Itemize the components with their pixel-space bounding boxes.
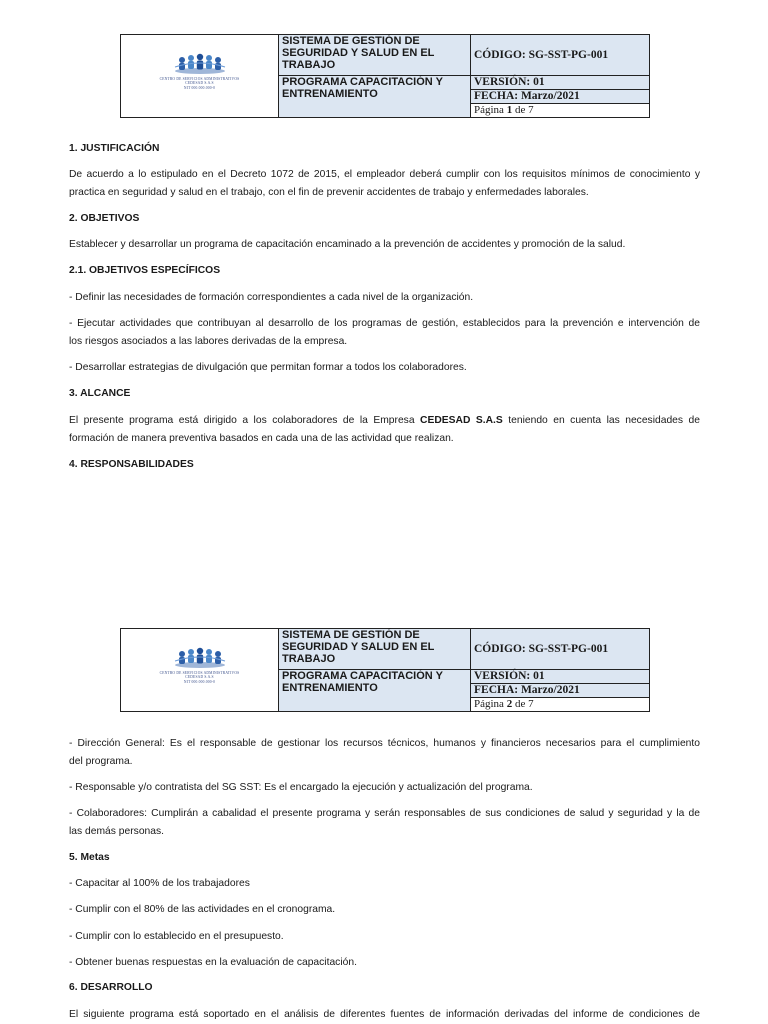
objective-item-2-line-2: los riesgos asociados a las labores derivadas de la empresa. (69, 336, 348, 347)
logo-people-icon (173, 647, 227, 671)
document-code: CÓDIGO: SG-SST-PG-001 (471, 629, 650, 670)
paragraph-alcance-line-2: formación de manera preventiva basados en cada una de las actividad que realizan. (69, 433, 454, 444)
document-header-page-1 (120, 34, 650, 118)
company-logo-cell (121, 629, 279, 712)
alcance-text-b: teniendo en cuenta las necesidades de (508, 415, 700, 426)
paragraph-justificacion-line-2: practica en seguridad y salud en el trabajo, con el fin de prevenir accidentes de trabajo y enfermedades laborales. (69, 187, 589, 198)
logo-text-line-3: NIT 000.000.000-0 (183, 679, 216, 684)
page-prefix: Página (474, 104, 504, 116)
document-version: VERSIÓN: 01 (471, 76, 650, 90)
system-title: SISTEMA DE GESTIÓN DE SEGURIDAD Y SALUD EN EL TRABAJO (279, 35, 471, 76)
objective-item-3: - Desarrollar estrategias de divulgación que permitan formar a todos los colaboradores. (69, 362, 467, 373)
goal-item-4: - Obtener buenas respuestas en la evaluación de capacitación. (69, 957, 357, 968)
objective-item-1: - Definir las necesidades de formación correspondientes a cada nivel de la organización. (69, 292, 474, 303)
page-of: de (514, 698, 526, 710)
document-date: FECHA: Marzo/2021 (471, 90, 650, 104)
page-current: 1 (506, 104, 513, 116)
section-heading-responsabilidades: 4. RESPONSABILIDADES (69, 459, 194, 470)
company-logo (121, 35, 278, 90)
document-code: CÓDIGO: SG-SST-PG-001 (471, 35, 650, 76)
system-title: SISTEMA DE GESTIÓN DE SEGURIDAD Y SALUD EN EL TRABAJO (279, 629, 471, 670)
document-version: VERSIÓN: 01 (471, 670, 650, 684)
alcance-text-a: El presente programa está dirigido a los colaboradores de la Empresa (69, 415, 415, 426)
program-title: PROGRAMA CAPACITACIÓN Y ENTRENAMIENTO (279, 76, 471, 118)
goal-item-1: - Capacitar al 100% de los trabajadores (69, 878, 250, 889)
section-heading-objetivos-especificos: 2.1. OBJETIVOS ESPECÍFICOS (69, 265, 221, 276)
company-logo (121, 629, 278, 684)
responsibility-item-1-line-1: - Dirección General: Es el responsable de gestionar los recursos técnicos, humanos y financieros necesarios para el cumplimiento (69, 738, 700, 749)
paragraph-alcance-line-1 (69, 412, 700, 430)
page-current: 2 (506, 698, 513, 710)
company-name: CEDESAD S.A.S (420, 415, 503, 426)
page-number (471, 104, 650, 118)
page-total: 7 (528, 104, 534, 116)
paragraph-objetivos: Establecer y desarrollar un programa de capacitación encaminado a la prevención de accidentes y promoción de la salud. (69, 239, 626, 250)
logo-people-icon (173, 53, 227, 77)
section-heading-justificacion: 1. JUSTIFICACIÓN (69, 143, 160, 154)
responsibility-item-3-line-1: - Colaboradores: Cumplirán a cabalidad el presente programa y serán responsables de sus condiciones de salud y seguridad y la de (69, 808, 700, 819)
logo-text-line-3: NIT 000.000.000-0 (183, 85, 216, 90)
company-logo-cell (121, 35, 279, 118)
page-prefix: Página (474, 698, 504, 710)
goal-item-2: - Cumplir con el 80% de las actividades en el cronograma. (69, 904, 336, 915)
page-total: 7 (528, 698, 534, 710)
responsibility-item-2: - Responsable y/o contratista del SG SST: Es el encargado la ejecución y actualización del programa. (69, 782, 533, 793)
section-heading-alcance: 3. ALCANCE (69, 388, 131, 399)
responsibility-item-1-line-2: del programa. (69, 756, 133, 767)
responsibility-item-3-line-2: las demás personas. (69, 826, 165, 837)
section-heading-metas: 5. Metas (69, 852, 110, 863)
section-heading-desarrollo: 6. DESARROLLO (69, 982, 153, 993)
document-header-page-2 (120, 628, 650, 712)
paragraph-justificacion-line-1: De acuerdo a lo estipulado en el Decreto 1072 de 2015, el empleador deberá cumplir con los requisitos mínimos de conocimiento y (69, 169, 700, 180)
logo-text-line-2: CEDESAD S.A.S (185, 81, 214, 86)
page-number (471, 698, 650, 712)
objective-item-2-line-1: - Ejecutar actividades que contribuyan al desarrollo de los programas de gestión, establecidos para la prevención e intervención de (69, 318, 700, 329)
logo-text-line-2: CEDESAD S.A.S (185, 675, 214, 680)
goal-item-3: - Cumplir con lo establecido en el presupuesto. (69, 931, 284, 942)
logo-text-line-1: CENTRO DE SERVICIOS ADMINISTRATIVOS (159, 671, 240, 675)
program-title: PROGRAMA CAPACITACIÓN Y ENTRENAMIENTO (279, 670, 471, 712)
logo-text-line-1: CENTRO DE SERVICIOS ADMINISTRATIVOS (159, 77, 240, 81)
section-heading-objetivos: 2. OBJETIVOS (69, 213, 140, 224)
page-of: de (514, 104, 526, 116)
document-date: FECHA: Marzo/2021 (471, 684, 650, 698)
paragraph-desarrollo-line-1: El siguiente programa está soportado en el análisis de diferentes fuentes de información derivadas del informe de condiciones de (69, 1009, 700, 1020)
